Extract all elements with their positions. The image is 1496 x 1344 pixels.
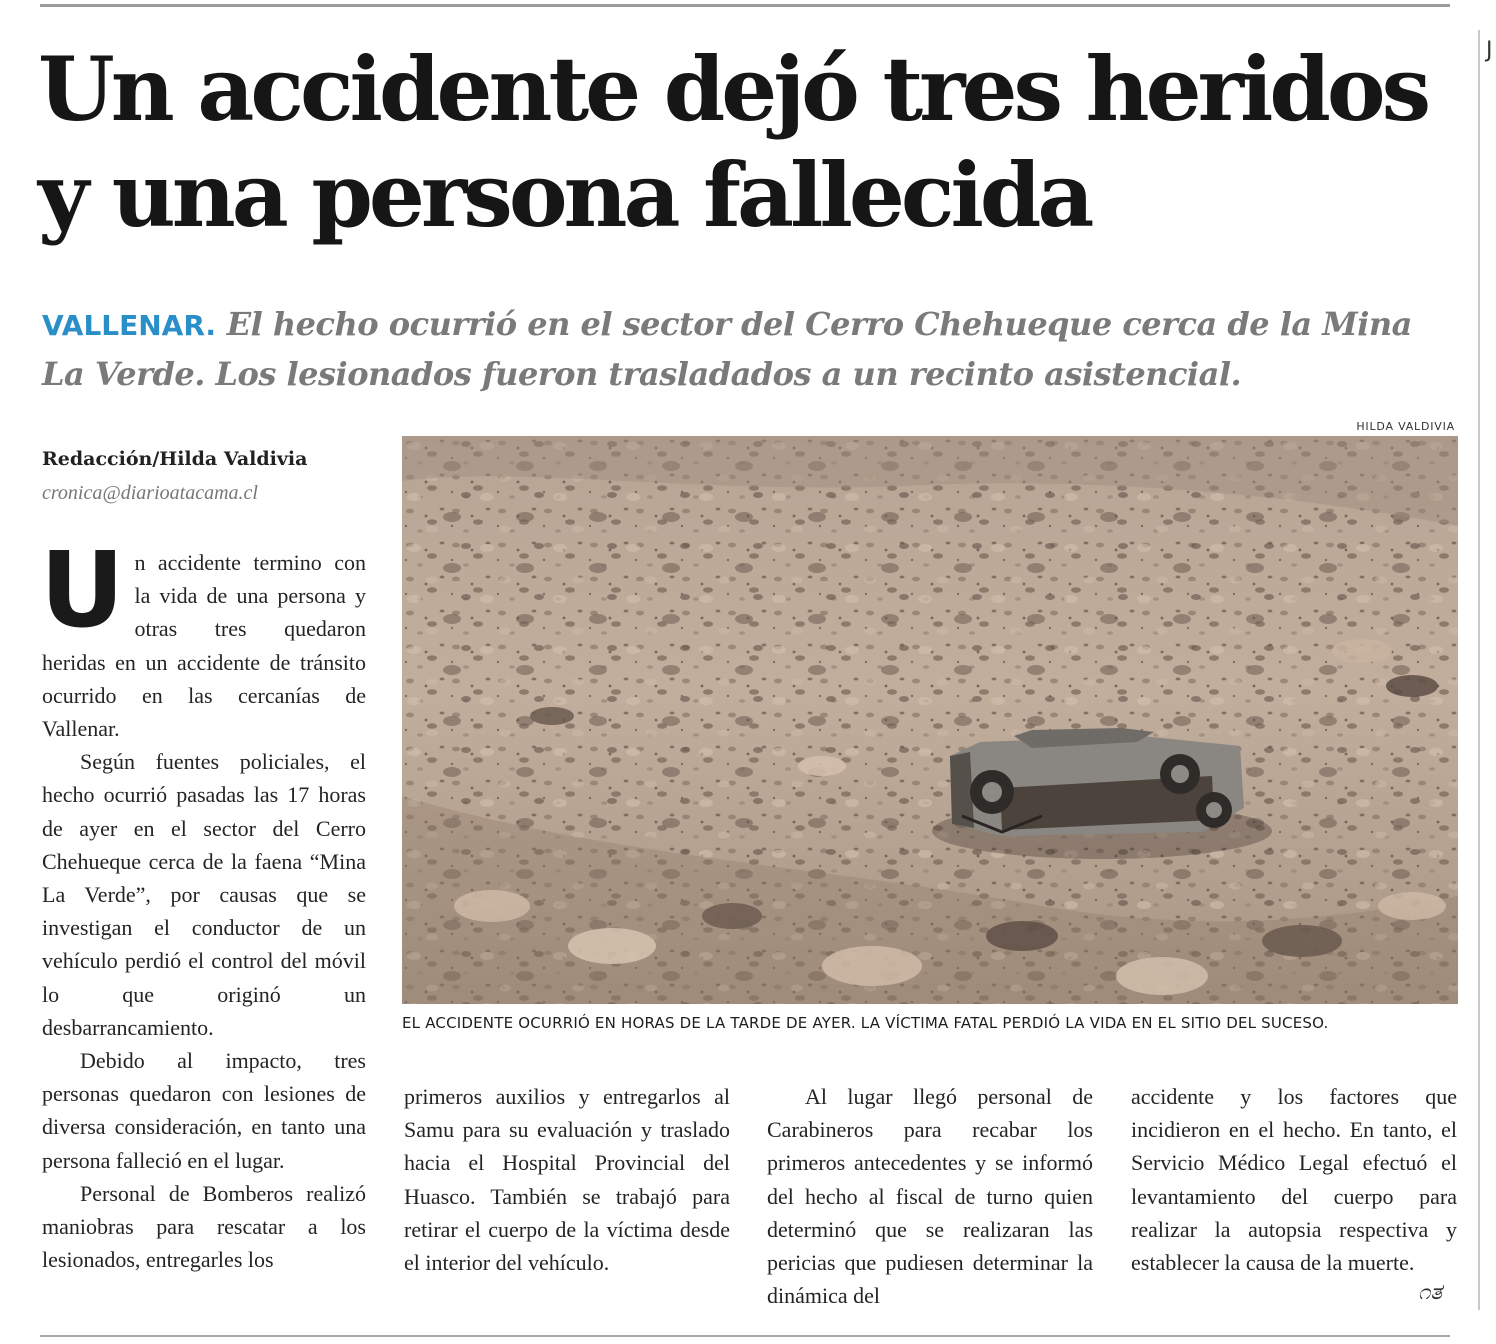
byline: Redacción/Hilda Valdivia [42,448,308,470]
headline: Un accidente dejó tres heridos y una persona fallecida [38,37,1428,247]
photo-credit: HILDA VALDIVIA [1356,420,1455,433]
body-column-2 [404,1080,730,1279]
accident-photo [402,436,1458,1004]
paragraph: Al lugar llegó personal de Carabineros para recabar los primeros antecedentes y se informó del hecho al fiscal de turno quien determinó que se realizaran las pericias que pudiesen determinar la dinámica del [767,1084,1093,1309]
paragraph: Según fuentes policiales, el hecho ocurrió pasadas las 17 horas de ayer en el sector del Cerro Chehueque cerca de la faena “Mina La Verde”, por causas que se investigan el conductor de un vehículo perdió el control del móvil lo que originó un desbarrancamiento. [42,749,366,1040]
paragraph: accidente y los factores que incidieron en el hecho. En tanto, el Servicio Médico Legal efectuó el levantamiento del cuerpo para realizar la autopsia respectiva y establecer la causa de la muerte. [1131,1084,1457,1276]
body-column-4 [1131,1080,1457,1279]
dateline-place: VALLENAR. [42,309,217,342]
paragraph: primeros auxilios y entregarlos al Samu para su evaluación y traslado hacia el Hospital Provincial del Huasco. También se trabajó para retirar el cuerpo de la víctima desde el interior del vehículo. [404,1084,730,1276]
body-column-1 [40,529,366,1276]
bottom-rule [40,1335,1450,1337]
paragraph: Debido al impacto, tres personas quedaron con lesiones de diversa consideración, en tanto una persona falleció en el lugar. [42,1048,366,1173]
paragraph: n accidente termino con la vida de una persona y otras tres quedaron heridas en un accidente de tránsito ocurrido en las cercanías de Vallenar. [42,550,366,742]
top-rule [40,4,1450,7]
end-of-article-mark: ೧ತ [1418,1280,1442,1305]
body-column-3 [767,1080,1093,1312]
paragraph: Personal de Bomberos realizó maniobras para rescatar a los lesionados, entregarles los [42,1180,366,1273]
lead-text: El hecho ocurrió en el sector del Cerro Chehueque cerca de la Mina La Verde. Los lesionados fueron trasladados a un recinto asistencial. [42,305,1412,393]
photo-caption: EL ACCIDENTE OCURRIÓ EN HORAS DE LA TARDE DE AYER. LA VÍCTIMA FATAL PERDIÓ LA VIDA EN EL SITIO DEL SUCESO. [402,1014,1329,1032]
author-email: cronica@diarioatacama.cl [42,482,258,504]
column-divider [1478,30,1480,1310]
cropped-column-edge: J [1486,38,1493,63]
lead-paragraph [42,300,1452,398]
drop-cap: U [40,529,125,651]
overturned-vehicle [932,728,1272,859]
